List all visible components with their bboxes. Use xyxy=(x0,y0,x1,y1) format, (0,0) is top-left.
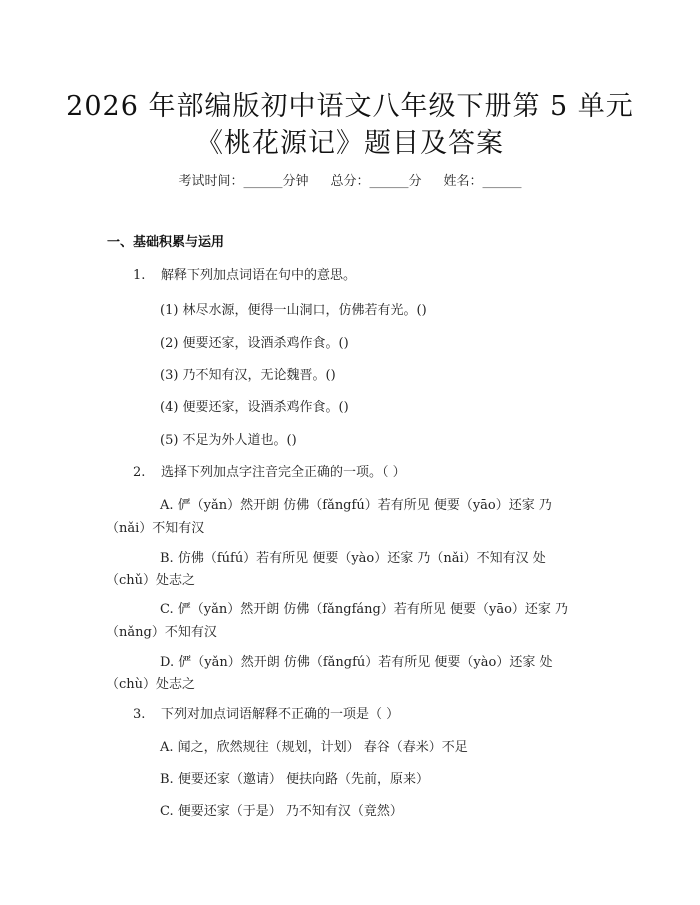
question-3 xyxy=(133,703,399,722)
exam-score: 总分：______分 xyxy=(330,174,422,189)
question-2-option-cont: （chǔ）处志之 xyxy=(106,573,196,588)
question-1-item: (5) 不足为外人道也。() xyxy=(160,433,297,448)
question-2 xyxy=(133,461,406,480)
question-1-number: 1. xyxy=(133,268,146,283)
exam-info xyxy=(0,170,700,189)
question-1-item: (2) 便要还家，设酒杀鸡作食。() xyxy=(160,336,349,351)
question-1-item: (3) 乃不知有汉，无论魏晋。() xyxy=(160,368,336,383)
question-2-option-cont: （chù）处志之 xyxy=(106,677,196,692)
question-3-option: B. 便要还家（邀请） 便扶向路（先前，原来） xyxy=(160,772,429,787)
question-2-option-cont: （nǎi）不知有汉 xyxy=(106,521,205,536)
section-heading-1: 一、基础积累与运用 xyxy=(107,235,225,250)
question-2-option: A. 俨（yǎn）然开朗 仿佛（fǎngfú）若有所见 便要（yāo）还家 乃 xyxy=(160,498,552,513)
exam-name: 姓名：______ xyxy=(443,174,522,189)
document-title-line1: 2026 年部编版初中语文八年级下册第 5 单元 xyxy=(66,91,634,122)
question-2-number: 2. xyxy=(133,465,146,480)
question-2-option-cont: （nǎng）不知有汉 xyxy=(106,625,217,640)
question-1-item: (1) 林尽水源，便得一山洞口，仿佛若有光。() xyxy=(160,303,427,318)
exam-time: 考试时间：______分钟 xyxy=(178,174,309,189)
question-1-text: 解释下列加点词语在句中的意思。 xyxy=(161,268,357,283)
question-1 xyxy=(133,264,356,283)
question-3-option: A. 闻之，欣然规往（规划，计划） 春谷（春米）不足 xyxy=(160,740,468,755)
question-1-item: (4) 便要还家，设酒杀鸡作食。() xyxy=(160,400,349,415)
question-2-text: 选择下列加点字注音完全正确的一项。（ ） xyxy=(161,465,406,480)
question-2-option: B. 仿佛（fúfú）若有所见 便要（yào）还家 乃（nǎi）不知有汉 处 xyxy=(160,551,546,566)
question-2-option: C. 俨（yǎn）然开朗 仿佛（fǎngfáng）若有所见 便要（yāo）还家 乃 xyxy=(160,602,569,617)
question-2-option: D. 俨（yǎn）然开朗 仿佛（fǎngfú）若有所见 便要（yào）还家 处 xyxy=(160,655,553,670)
question-3-text: 下列对加点词语解释不正确的一项是（ ） xyxy=(161,707,400,722)
question-3-number: 3. xyxy=(133,707,146,722)
document-title-line2: 《桃花源记》题目及答案 xyxy=(196,128,504,159)
question-3-option: C. 便要还家（于是） 乃不知有汉（竟然） xyxy=(160,804,403,819)
